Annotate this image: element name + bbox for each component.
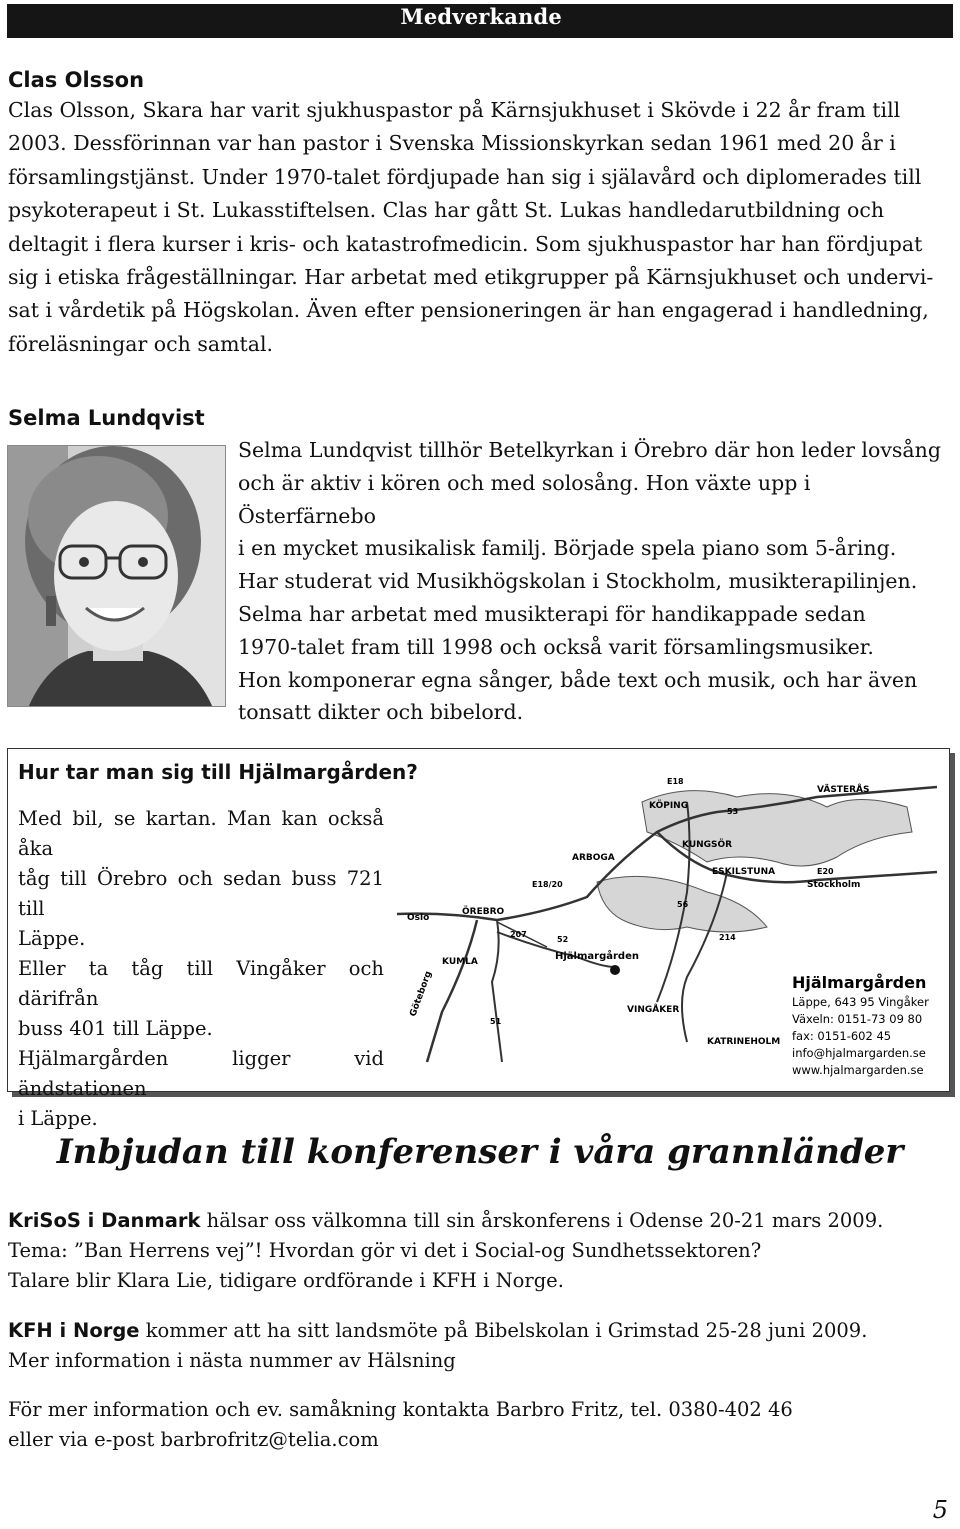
- denmark-org: KriSoS i Danmark: [8, 1209, 201, 1232]
- directions-line: buss 401 till Läppe.: [18, 1017, 213, 1040]
- label-road-51: 51: [490, 1017, 502, 1026]
- clas-line: 2003. Dessförinnan var han pastor i Svenska Missionskyrkan sedan 1961 med 20 år i: [8, 131, 896, 156]
- section-title: Medverkande: [400, 4, 562, 29]
- label-road-56: 56: [677, 900, 689, 909]
- map-info-address: Läppe, 643 95 Vingåker: [792, 995, 929, 1009]
- norway-text: kommer att ha sitt landsmöte på Bibelskolan i Grimstad 25-28 juni 2009.: [139, 1319, 868, 1342]
- selma-line: i en mycket musikalisk familj. Började spela piano som 5-åring.: [238, 536, 897, 561]
- norway-org: KFH i Norge: [8, 1319, 140, 1342]
- denmark-text: hälsar oss välkomna till sin årskonferens i Odense 20-21 mars 2009.: [200, 1209, 884, 1232]
- portrait-image: [8, 446, 226, 707]
- route-map: [387, 762, 947, 1084]
- directions-line: Med bil, se kartan. Man kan också åka: [18, 807, 384, 860]
- map-info-phone: Växeln: 0151-73 09 80: [792, 1012, 923, 1026]
- clas-line: deltagit i flera kurser i kris- och katastrofmedicin. Som sjukhuspastor har han fördjupat: [8, 231, 923, 256]
- norway-line: [8, 1316, 867, 1346]
- selma-line: Selma har arbetat med musikterapi för handikappade sedan: [238, 601, 866, 626]
- directions-text: [18, 804, 384, 1134]
- label-oslo: Oslo: [407, 913, 430, 923]
- clas-line: församlingstjänst. Under 1970-talet fördjupade han sig i själavård och diplomerades till: [8, 164, 922, 189]
- page-number: 5: [932, 1496, 948, 1524]
- label-arboga: ARBOGA: [572, 853, 615, 863]
- conference-denmark: [8, 1206, 883, 1296]
- denmark-theme: Tema: ”Ban Herrens vej”! Hvordan gör vi det i Social-og Sundhetssektoren?: [8, 1239, 762, 1262]
- clas-line: föreläsningar och samtal.: [8, 331, 274, 356]
- label-eskilstuna: ESKILSTUNA: [712, 867, 776, 877]
- directions-line: Eller ta tåg till Vingåker och därifrån: [18, 957, 384, 1010]
- label-orebro: ÖREBRO: [462, 907, 505, 917]
- road-goteborg: [427, 920, 477, 1062]
- directions-line: tåg till Örebro och sedan buss 721 till: [18, 867, 384, 920]
- conference-contact: [8, 1395, 793, 1455]
- contact-line: För mer information och ev. samåkning kontakta Barbro Fritz, tel. 0380-402 46: [8, 1398, 793, 1421]
- directions-line: Läppe.: [18, 927, 86, 950]
- label-hjalmargarden: Hjälmargården: [555, 951, 639, 962]
- directions-line: Hjälmargården ligger vid ändstationen: [18, 1047, 384, 1100]
- selma-line: tonsatt dikter och bibelord.: [238, 700, 524, 725]
- contact-line: eller via e-post barbrofritz@telia.com: [8, 1428, 379, 1451]
- label-road-207: 207: [510, 930, 527, 939]
- road-51: [492, 920, 502, 1062]
- denmark-speaker: Talare blir Klara Lie, tidigare ordförande i KFH i Norge.: [8, 1269, 564, 1292]
- conference-title: Inbjudan till konferenser i våra grannländer: [56, 1132, 904, 1172]
- label-road-53: 53: [727, 807, 739, 816]
- label-goteborg: Göteborg: [408, 969, 435, 1019]
- label-vasteras: VÄSTERÅS: [817, 785, 870, 795]
- label-road-e20: E20: [817, 867, 834, 876]
- selma-bio: [238, 434, 950, 729]
- label-vingaker: VINGÅKER: [627, 1005, 680, 1015]
- clas-line: Clas Olsson, Skara har varit sjukhuspastor på Kärnsjukhuset i Skövde i 22 år fram till: [8, 98, 901, 122]
- clas-bio: [8, 94, 953, 361]
- map-info-web: www.hjalmargarden.se: [792, 1063, 924, 1077]
- map-info-name: Hjälmargården: [792, 973, 927, 992]
- label-road-e18: E18: [667, 777, 684, 786]
- directions-heading: Hur tar man sig till Hjälmargården?: [18, 760, 418, 784]
- clas-line: sat i vårdetik på Högskolan. Även efter pensioneringen är han engagerad i handledning,: [8, 298, 929, 323]
- label-road-e18-20: E18/20: [532, 880, 563, 889]
- clas-line: sig i etiska frågeställningar. Har arbetat med etikgrupper på Kärnsjukhuset och undervi-: [8, 265, 934, 290]
- label-katrineholm: KATRINEHOLM: [707, 1037, 781, 1047]
- selma-line: och är aktiv i kören och med solosång. Hon växte upp i Österfärnebo: [238, 470, 811, 528]
- map-info-fax: fax: 0151-602 45: [792, 1029, 892, 1043]
- denmark-line: [8, 1206, 883, 1236]
- selma-heading: Selma Lundqvist: [8, 406, 205, 430]
- selma-line: Har studerat vid Musikhögskolan i Stockholm, musikterapilinjen.: [238, 569, 918, 594]
- norway-more: Mer information i nästa nummer av Hälsning: [8, 1349, 456, 1372]
- map-info-email: info@hjalmargarden.se: [792, 1046, 926, 1060]
- selma-line: 1970-talet fram till 1998 och också varit församlingsmusiker.: [238, 634, 874, 659]
- label-road-214: 214: [719, 933, 736, 942]
- hjalmargarden-marker: [610, 965, 620, 975]
- selma-portrait-photo: [7, 445, 226, 707]
- label-kungsor: KUNGSÖR: [682, 840, 733, 850]
- directions-line: i Läppe.: [18, 1107, 98, 1130]
- label-kumla: KUMLA: [442, 957, 478, 967]
- selma-line: Hon komponerar egna sånger, både text och musik, och har även: [238, 667, 918, 692]
- conference-norway: [8, 1316, 867, 1376]
- selma-line: Selma Lundqvist tillhör Betelkyrkan i Örebro där hon leder lovsång: [238, 438, 941, 462]
- label-stockholm: Stockholm: [807, 880, 861, 890]
- label-koping: KÖPING: [649, 801, 689, 811]
- clas-line: psykoterapeut i St. Lukasstiftelsen. Clas har gått St. Lukas handledarutbildning och: [8, 198, 885, 223]
- label-road-52: 52: [557, 935, 569, 944]
- clas-heading: Clas Olsson: [8, 68, 145, 92]
